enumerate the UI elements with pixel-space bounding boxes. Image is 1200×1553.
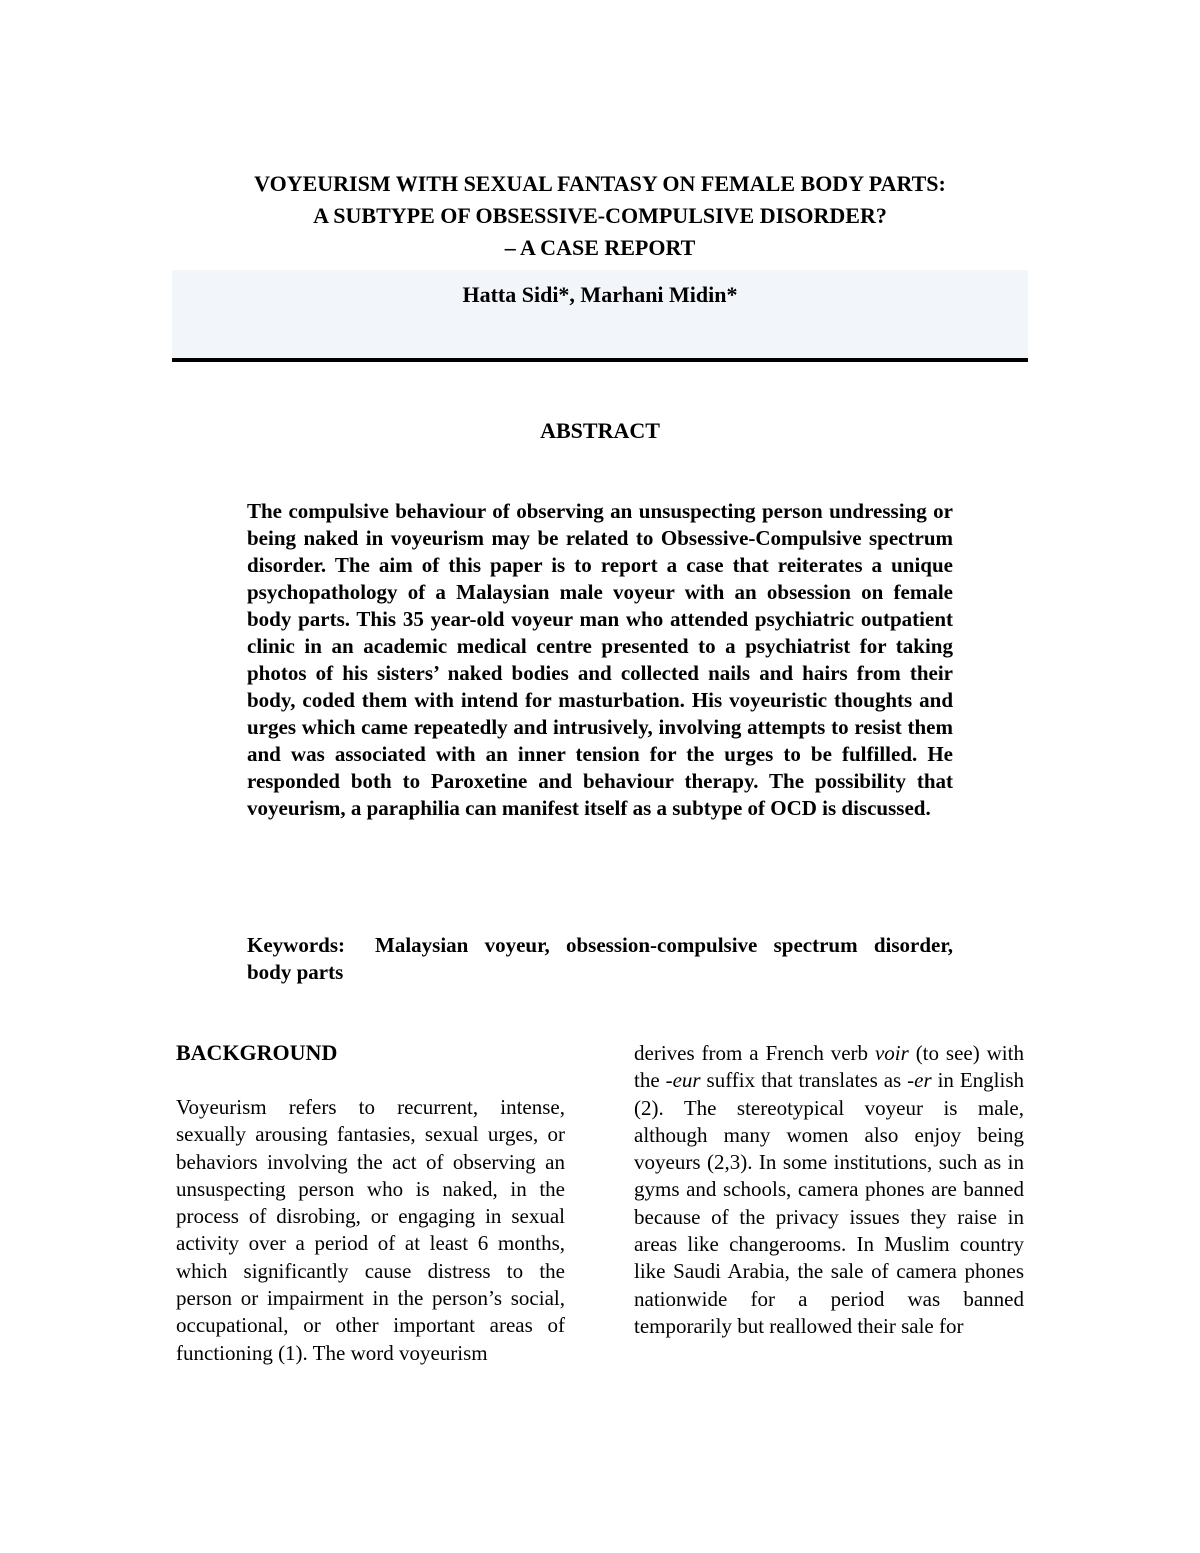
keywords xyxy=(247,932,953,986)
title-line-2: A SUBTYPE OF OBSESSIVE-COMPULSIVE DISORDER? xyxy=(313,203,887,228)
right-text-4: in English (2). The stereotypical voyeur is male, although many women also enjoy being voyeurs (2,3). In some institutions, such as in gyms and schools, camera phones are banned because of the privacy issues they raise in areas like changerooms. In Muslim country like Saudi Arabia, the sale of camera phones nationwide for a period was banned temporarily but reallowed their sale for xyxy=(634,1068,1024,1338)
keywords-label: Keywords: xyxy=(247,933,345,957)
term-eur: -eur xyxy=(665,1068,701,1093)
right-text-2: (to see) with the xyxy=(634,1041,1024,1093)
term-voir: voir xyxy=(874,1041,909,1065)
title-line-1: VOYEURISM WITH SEXUAL FANTASY ON FEMALE BODY PARTS: xyxy=(254,171,946,196)
abstract-body: The compulsive behaviour of observing an unsuspecting person undressing or being naked in voyeurism may be related to Obsessive-Compulsive spectrum disorder. The aim of this paper is to report a case that reiterates a unique psychopathology of a Malaysian male voyeur with an obsession on female body parts. This 35 year-old voyeur man who attended psychiatric outpatient clinic in an academic medical centre presented to a psychiatrist for taking photos of his sisters’ naked bodies and collected nails and hairs from their body, coded them with intend for masturbation. His voyeuristic thoughts and urges which came repeatedly and intrusively, involving attempts to resist them and was associated with an inner tension for the urges to be fulfilled. He responded both to Paroxetine and behaviour therapy. The possibility that voyeurism, a paraphilia can manifest itself as a subtype of OCD is discussed. xyxy=(247,499,953,820)
title-line-3: – A CASE REPORT xyxy=(504,235,696,260)
term-er: -er xyxy=(907,1068,932,1093)
right-text-3: suffix that translates as xyxy=(700,1068,908,1093)
background-right-column xyxy=(634,1040,1024,1340)
background-left-column: Voyeurism refers to recurrent, intense, sexually arousing fantasies, sexual urges, or behaviors involving the act of observing an unsuspecting person who is naked, in the process of disrobing, or engaging in sexual activity over a period of at least 6 months, which significantly cause distress to the person or impairment in the person’s social, occupational, or other important areas of functioning (1). The word voyeurism xyxy=(176,1095,565,1365)
abstract-heading: ABSTRACT xyxy=(540,418,660,443)
keywords-text: Malaysian voyeur, obsession-compulsive spectrum disorder, body parts xyxy=(247,933,953,984)
authors: Hatta Sidi*, Marhani Midin* xyxy=(462,282,738,307)
authors-box xyxy=(172,270,1028,362)
background-heading: BACKGROUND xyxy=(176,1040,338,1065)
right-text-1: derives from a French verb xyxy=(634,1041,875,1065)
paper-title xyxy=(150,168,1050,264)
